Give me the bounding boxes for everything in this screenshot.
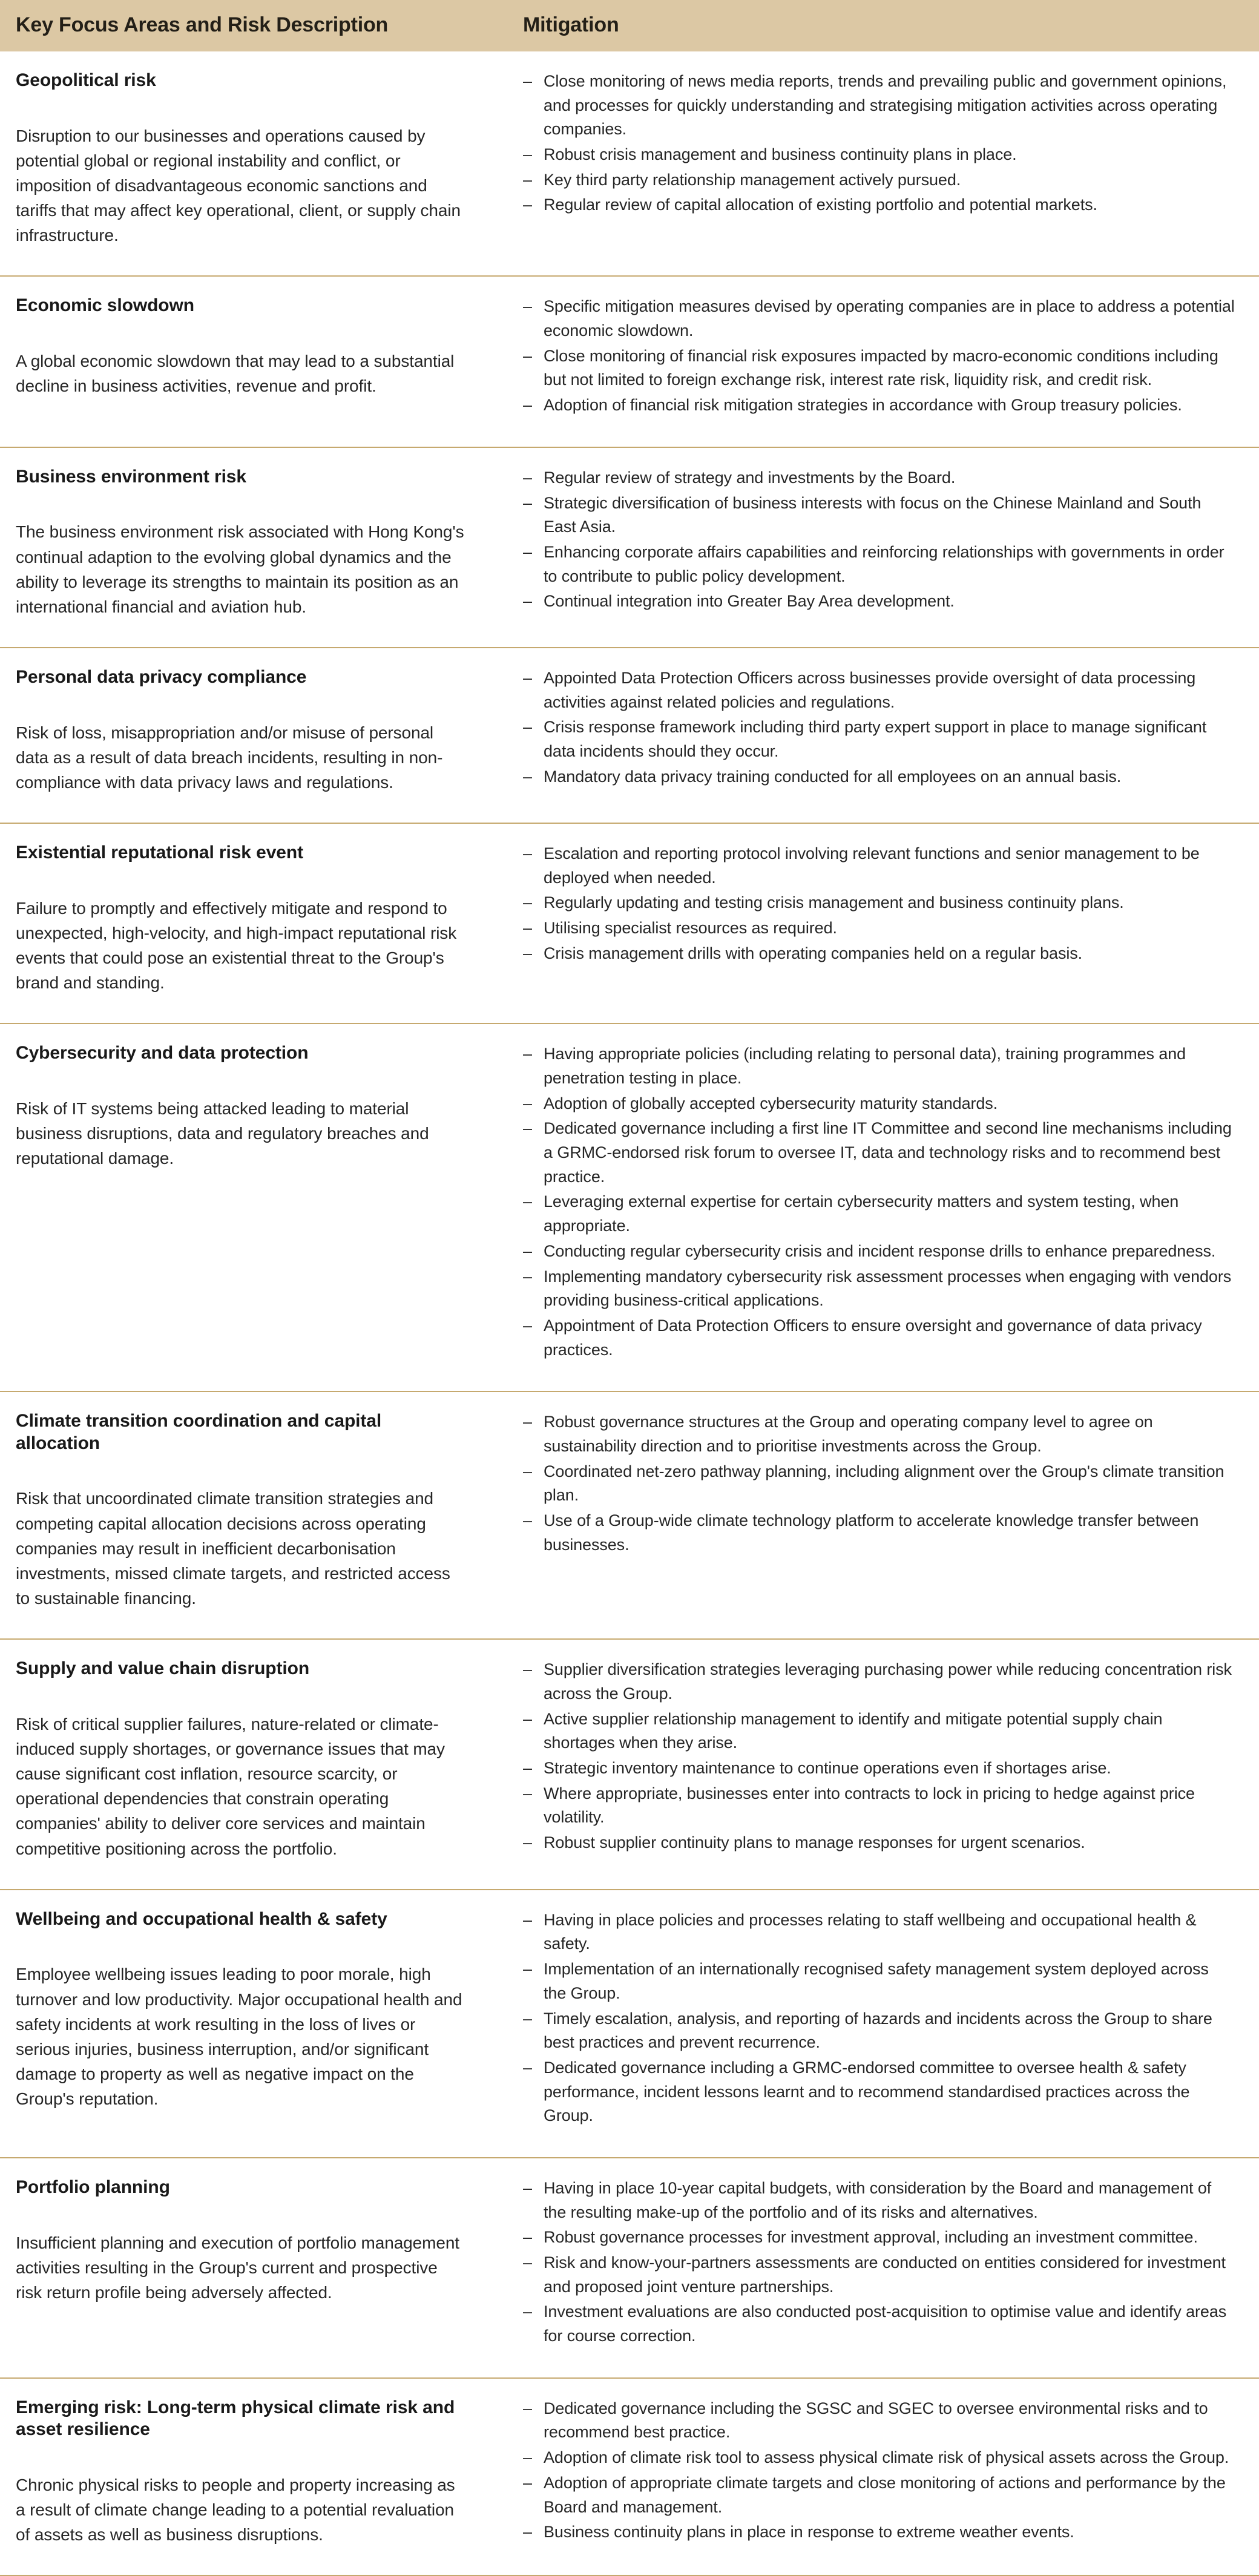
bullet-dash-icon: – [523,1910,532,1929]
mitigation-cell-content [501,2379,1259,2574]
table-row [0,1024,1259,1392]
bullet-dash-icon: – [523,2523,532,2542]
risk-title: Existential reputational risk event [16,843,303,863]
mitigation-item [523,765,1235,789]
table-header-row [0,0,1259,51]
bullet-dash-icon: – [523,592,532,611]
mitigation-text: Active supplier relationship management to identify and mitigate potential supply chain shortages when they arise. [544,1709,1163,1752]
mitigation-cell-content [501,824,1259,994]
mitigation-cell [501,1890,1259,2158]
mitigation-cell [501,2158,1259,2378]
bullet-dash-icon: – [523,346,532,365]
risk-description: Risk of IT systems being attacked leading to material business disruptions, data and regulatory breaches and reputational damage. [16,1099,429,1168]
bullet-dash-icon: – [523,170,532,189]
table-header [0,0,1259,51]
mitigation-text: Strategic inventory maintenance to continue operations even if shortages arise. [544,1758,1111,1777]
mitigation-item [523,1707,1235,1755]
bullet-dash-icon: – [523,2253,532,2272]
bullet-dash-icon: – [523,2448,532,2467]
risk-cell [0,1639,501,1890]
mitigation-text: Enhancing corporate affairs capabilities and reinforcing relationships with governments in order to contribute to public policy development. [544,542,1224,585]
mitigation-item [523,666,1235,714]
bullet-dash-icon: – [523,1119,532,1138]
mitigation-text: Having appropriate policies (including relating to personal data), training programmes and penetration testing in place. [544,1045,1186,1087]
risk-cell-content [0,1640,501,1889]
table-row [0,2158,1259,2378]
table-row [0,51,1259,276]
risk-description: Risk that uncoordinated climate transition strategies and competing capital allocation decisions across operating companies may result in inefficient decarbonisation investments, missed climate targets, and restricted access to sustainable financing. [16,1489,450,1608]
mitigation-text: Business continuity plans in place in response to extreme weather events. [544,2523,1074,2542]
mitigation-text: Investment evaluations are also conducted post-acquisition to optimise value and identify areas for course correction. [544,2302,1227,2345]
mitigation-item [523,491,1235,539]
risk-cell [0,823,501,1024]
risk-cell [0,648,501,823]
risk-description: Chronic physical risks to people and property increasing as a result of climate change leading to a potential revaluation of assets as well as business disruptions. [16,2475,455,2545]
mitigation-text: Dedicated governance including the SGSC and SGEC to oversee environmental risks and to recommend best practice. [544,2399,1208,2442]
risk-description: Risk of loss, misappropriation and/or misuse of personal data as a result of data breach incidents, resulting in non-compliance with data privacy laws and regulations. [16,723,443,792]
mitigation-item [523,295,1235,343]
mitigation-item [523,1782,1235,1830]
bullet-dash-icon: – [523,1758,532,1777]
mitigation-item [523,2226,1235,2250]
mitigation-item [523,2446,1235,2470]
risk-description: A global economic slowdown that may lead to a substantial decline in business activities, revenue and profit. [16,351,455,396]
table-row [0,447,1259,648]
mitigation-cell [501,1392,1259,1639]
risk-title: Economic slowdown [16,295,194,316]
risk-title: Personal data privacy compliance [16,667,307,688]
mitigation-text: Risk and know-your-partners assessments are conducted on entities considered for investment and proposed joint venture partnerships. [544,2253,1226,2296]
mitigation-list [523,466,1235,614]
mitigation-item [523,1410,1235,1458]
bullet-dash-icon: – [523,145,532,164]
risk-title: Business environment risk [16,466,246,487]
mitigation-text: Adoption of climate risk tool to assess physical climate risk of physical assets across the Group. [544,2448,1229,2467]
mitigation-item [523,70,1235,142]
mitigation-cell-content [501,1640,1259,1884]
bullet-dash-icon: – [523,919,532,938]
mitigation-item [523,344,1235,392]
bullet-dash-icon: – [523,1784,532,1802]
mitigation-list [523,2177,1235,2348]
mitigation-cell-content [501,277,1259,446]
risk-title: Wellbeing and occupational health & safety [16,1908,387,1929]
risk-title: Emerging risk: Long-term physical climate risk and asset resilience [16,2397,455,2440]
mitigation-item [523,942,1235,966]
table-row [0,1392,1259,1639]
mitigation-item [523,715,1235,763]
mitigation-text: Robust governance processes for investment approval, including an investment committee. [544,2228,1198,2247]
bullet-dash-icon: – [523,1660,532,1679]
mitigation-text: Having in place policies and processes relating to staff wellbeing and occupational health & safety. [544,1910,1197,1953]
bullet-dash-icon: – [523,2009,532,2028]
mitigation-cell [501,1024,1259,1392]
risk-cell-content [0,448,501,647]
mitigation-item [523,842,1235,890]
mitigation-cell-content [501,448,1259,643]
risk-title: Geopolitical risk [16,70,156,90]
mitigation-item [523,540,1235,588]
bullet-dash-icon: – [523,1511,532,1530]
mitigation-text: Use of a Group-wide climate technology platform to accelerate knowledge transfer between businesses. [544,1511,1199,1554]
risk-title: Supply and value chain disruption [16,1658,310,1679]
mitigation-item [523,466,1235,490]
mitigation-cell [501,51,1259,276]
bullet-dash-icon: – [523,2228,532,2247]
risk-cell-content [0,648,501,823]
bullet-dash-icon: – [523,1462,532,1480]
table-body [0,51,1259,2575]
risk-cell-content [0,1890,501,2140]
mitigation-item [523,1092,1235,1116]
mitigation-cell [501,2378,1259,2575]
mitigation-item [523,2397,1235,2445]
bullet-dash-icon: – [523,2399,532,2417]
bullet-dash-icon: – [523,493,532,512]
bullet-dash-icon: – [523,1267,532,1286]
bullet-dash-icon: – [523,468,532,487]
bullet-dash-icon: – [523,2058,532,2077]
mitigation-cell [501,276,1259,447]
mitigation-item [523,891,1235,915]
risk-title: Cybersecurity and data protection [16,1043,309,1063]
bullet-dash-icon: – [523,767,532,786]
risk-title: Climate transition coordination and capital allocation [16,1411,382,1453]
mitigation-item [523,1831,1235,1855]
mitigation-text: Implementing mandatory cybersecurity risk assessment processes when engaging with vendors providing business-critical applications. [544,1267,1232,1310]
bullet-dash-icon: – [523,1833,532,1852]
bullet-dash-icon: – [523,718,532,737]
mitigation-text: Close monitoring of financial risk exposures impacted by macro-economic conditions including but not limited to foreign exchange risk, interest rate risk, liquidity risk, and credit risk. [544,346,1218,389]
mitigation-text: Leveraging external expertise for certain cybersecurity matters and system testing, when appropriate. [544,1192,1179,1235]
bullet-dash-icon: – [523,72,532,90]
risk-cell-content [0,51,501,275]
mitigation-item [523,2471,1235,2519]
mitigation-item [523,590,1235,614]
mitigation-cell-content [501,1392,1259,1586]
risk-cell-content [0,2158,501,2333]
mitigation-text: Dedicated governance including a first line IT Committee and second line mechanisms including a GRMC-endorsed risk forum to oversee IT, data and technology risks and to recommend best practice. [544,1119,1232,1186]
risk-cell [0,1890,501,2158]
mitigation-text: Crisis management drills with operating companies held on a regular basis. [544,944,1083,962]
mitigation-item [523,1756,1235,1781]
mitigation-item [523,2056,1235,2128]
table-row [0,276,1259,447]
mitigation-item [523,2177,1235,2224]
mitigation-cell-content [501,648,1259,818]
mitigation-text: Robust crisis management and business continuity plans in place. [544,145,1017,164]
mitigation-text: Regularly updating and testing crisis management and business continuity plans. [544,893,1124,912]
mitigation-cell [501,823,1259,1024]
mitigation-text: Having in place 10-year capital budgets, with consideration by the Board and management of the resulting make-up of the portfolio and of its risks and alternatives. [544,2178,1212,2221]
mitigation-text: Adoption of financial risk mitigation strategies in accordance with Group treasury policies. [544,396,1182,415]
mitigation-item [523,1042,1235,1090]
bullet-dash-icon: – [523,1094,532,1112]
mitigation-text: Regular review of strategy and investments by the Board. [544,468,956,487]
mitigation-list [523,1908,1235,2128]
mitigation-list [523,2397,1235,2545]
mitigation-text: Supplier diversification strategies leveraging purchasing power while reducing concentration risk across the Group. [544,1660,1232,1703]
mitigation-text: Where appropriate, businesses enter into contracts to lock in pricing to hedge against price volatility. [544,1784,1195,1827]
risk-cell [0,1024,501,1392]
table-row [0,1890,1259,2158]
mitigation-list [523,1658,1235,1855]
mitigation-item [523,2251,1235,2299]
mitigation-cell [501,447,1259,648]
mitigation-item [523,2300,1235,2348]
mitigation-text: Continual integration into Greater Bay Area development. [544,592,955,611]
risk-description: Failure to promptly and effectively mitigate and respond to unexpected, high-velocity, and high-impact reputational risk events that could pose an existential threat to the Group's brand and standing. [16,898,457,993]
bullet-dash-icon: – [523,1413,532,1431]
mitigation-text: Appointed Data Protection Officers across businesses provide oversight of data processing activities against related policies and regulations. [544,669,1196,711]
bullet-dash-icon: – [523,1192,532,1211]
mitigation-text: Coordinated net-zero pathway planning, including alignment over the Group's climate transition plan. [544,1462,1224,1505]
bullet-dash-icon: – [523,297,532,316]
table-row [0,2378,1259,2575]
column-header-key-focus-areas: Key Focus Areas and Risk Description [0,0,501,51]
mitigation-text: Adoption of globally accepted cybersecurity maturity standards. [544,1094,998,1112]
mitigation-item [523,393,1235,418]
mitigation-text: Key third party relationship management actively pursued. [544,170,961,189]
mitigation-item [523,1658,1235,1706]
risk-description: Employee wellbeing issues leading to poor morale, high turnover and low productivity. Major occupational health and safety incidents at work resulting in the loss of lives or serious injuries, business interruption, and/or significant damage to property as well as negative impact on the Group's reputation. [16,1965,462,2109]
mitigation-text: Dedicated governance including a GRMC-endorsed committee to oversee health & safety performance, incident lessons learnt and to recommend standardised practices across the Group. [544,2058,1190,2125]
mitigation-cell [501,648,1259,823]
mitigation-text: Specific mitigation measures devised by operating companies are in place to address a potential economic slowdown. [544,297,1235,340]
mitigation-text: Escalation and reporting protocol involving relevant functions and senior management to be deployed when needed. [544,844,1200,887]
risk-cell-content [0,277,501,426]
mitigation-cell-content [501,2158,1259,2377]
mitigation-item [523,168,1235,192]
mitigation-item [523,1509,1235,1557]
column-header-mitigation: Mitigation [501,0,1259,51]
mitigation-list [523,1042,1235,1362]
mitigation-text: Timely escalation, analysis, and reporting of hazards and incidents across the Group to share best practices and prevent recurrence. [544,2009,1212,2052]
mitigation-item [523,1117,1235,1189]
bullet-dash-icon: – [523,893,532,912]
mitigation-list [523,70,1235,217]
bullet-dash-icon: – [523,196,532,214]
mitigation-list [523,1410,1235,1557]
bullet-dash-icon: – [523,669,532,688]
mitigation-item [523,916,1235,941]
risk-description: The business environment risk associated with Hong Kong's continual adaption to the evolving global dynamics and the ability to leverage its strengths to maintain its position as an international financial and aviation hub. [16,522,464,616]
risk-cell-content [0,1024,501,1198]
bullet-dash-icon: – [523,1045,532,1063]
mitigation-text: Conducting regular cybersecurity crisis and incident response drills to enhance preparedness. [544,1241,1216,1260]
mitigation-list [523,666,1235,789]
mitigation-text: Robust governance structures at the Group and operating company level to agree on sustainability direction and to prioritise investments across the Group. [544,1413,1153,1455]
bullet-dash-icon: – [523,1316,532,1335]
bullet-dash-icon: – [523,844,532,863]
risk-cell [0,447,501,648]
mitigation-text: Mandatory data privacy training conducted for all employees on an annual basis. [544,767,1122,786]
bullet-dash-icon: – [523,1960,532,1979]
mitigation-item [523,1314,1235,1362]
risk-cell [0,1392,501,1639]
mitigation-text: Adoption of appropriate climate targets and close monitoring of actions and performance by the Board and management. [544,2473,1226,2516]
table-row [0,1639,1259,1890]
mitigation-item [523,193,1235,217]
mitigation-text: Implementation of an internationally recognised safety management system deployed across the Group. [544,1960,1209,2002]
mitigation-text: Close monitoring of news media reports, trends and prevailing public and government opinions, and processes for quickly understanding and strategising mitigation activities across operating companies. [544,72,1227,139]
mitigation-item [523,1957,1235,2005]
mitigation-cell-content [501,1024,1259,1391]
mitigation-item [523,1460,1235,1508]
mitigation-text: Appointment of Data Protection Officers to ensure oversight and governance of data privacy practices. [544,1316,1202,1359]
risk-cell-content [0,1392,501,1638]
mitigation-text: Robust supplier continuity plans to manage responses for urgent scenarios. [544,1833,1085,1852]
risk-cell [0,2158,501,2378]
mitigation-item [523,2007,1235,2055]
mitigation-cell [501,1639,1259,1890]
table-row [0,648,1259,823]
risk-cell [0,276,501,447]
mitigation-list [523,842,1235,965]
risk-description: Insufficient planning and execution of portfolio management activities resulting in the Group's current and prospective risk return profile being adversely affected. [16,2233,459,2302]
mitigation-cell-content [501,51,1259,246]
mitigation-item [523,1240,1235,1264]
mitigation-text: Regular review of capital allocation of existing portfolio and potential markets. [544,196,1097,214]
mitigation-cell-content [501,1890,1259,2157]
bullet-dash-icon: – [523,1241,532,1260]
bullet-dash-icon: – [523,2178,532,2197]
mitigation-item [523,1908,1235,1956]
risk-description: Disruption to our businesses and operations caused by potential global or regional instability and conflict, or imposition of disadvantageous economic sanctions and tariffs that may affect key operational, client, or supply chain infrastructure. [16,126,461,245]
mitigation-text: Crisis response framework including third party expert support in place to manage significant data incidents should they occur. [544,718,1207,761]
mitigation-item [523,1265,1235,1313]
mitigation-item [523,143,1235,167]
bullet-dash-icon: – [523,944,532,962]
bullet-dash-icon: – [523,542,532,561]
mitigation-text: Strategic diversification of business interests with focus on the Chinese Mainland and South East Asia. [544,493,1201,536]
risk-cell-content [0,2379,501,2575]
bullet-dash-icon: – [523,1709,532,1728]
risk-cell [0,2378,501,2575]
mitigation-item [523,2520,1235,2545]
risk-cell [0,51,501,276]
bullet-dash-icon: – [523,2302,532,2321]
risk-description: Risk of critical supplier failures, nature-related or climate-induced supply shortages, or governance issues that may cause significant cost inflation, resource scarcity, or operational dependencies that constrain operating companies' ability to deliver core services and maintain competitive positioning across the portfolio. [16,1714,445,1858]
table-row [0,823,1259,1024]
risk-title: Portfolio planning [16,2177,170,2197]
bullet-dash-icon: – [523,2473,532,2492]
mitigation-text: Utilising specialist resources as required. [544,919,837,938]
mitigation-item [523,1190,1235,1238]
mitigation-list [523,295,1235,417]
risk-cell-content [0,824,501,1023]
bullet-dash-icon: – [523,396,532,415]
